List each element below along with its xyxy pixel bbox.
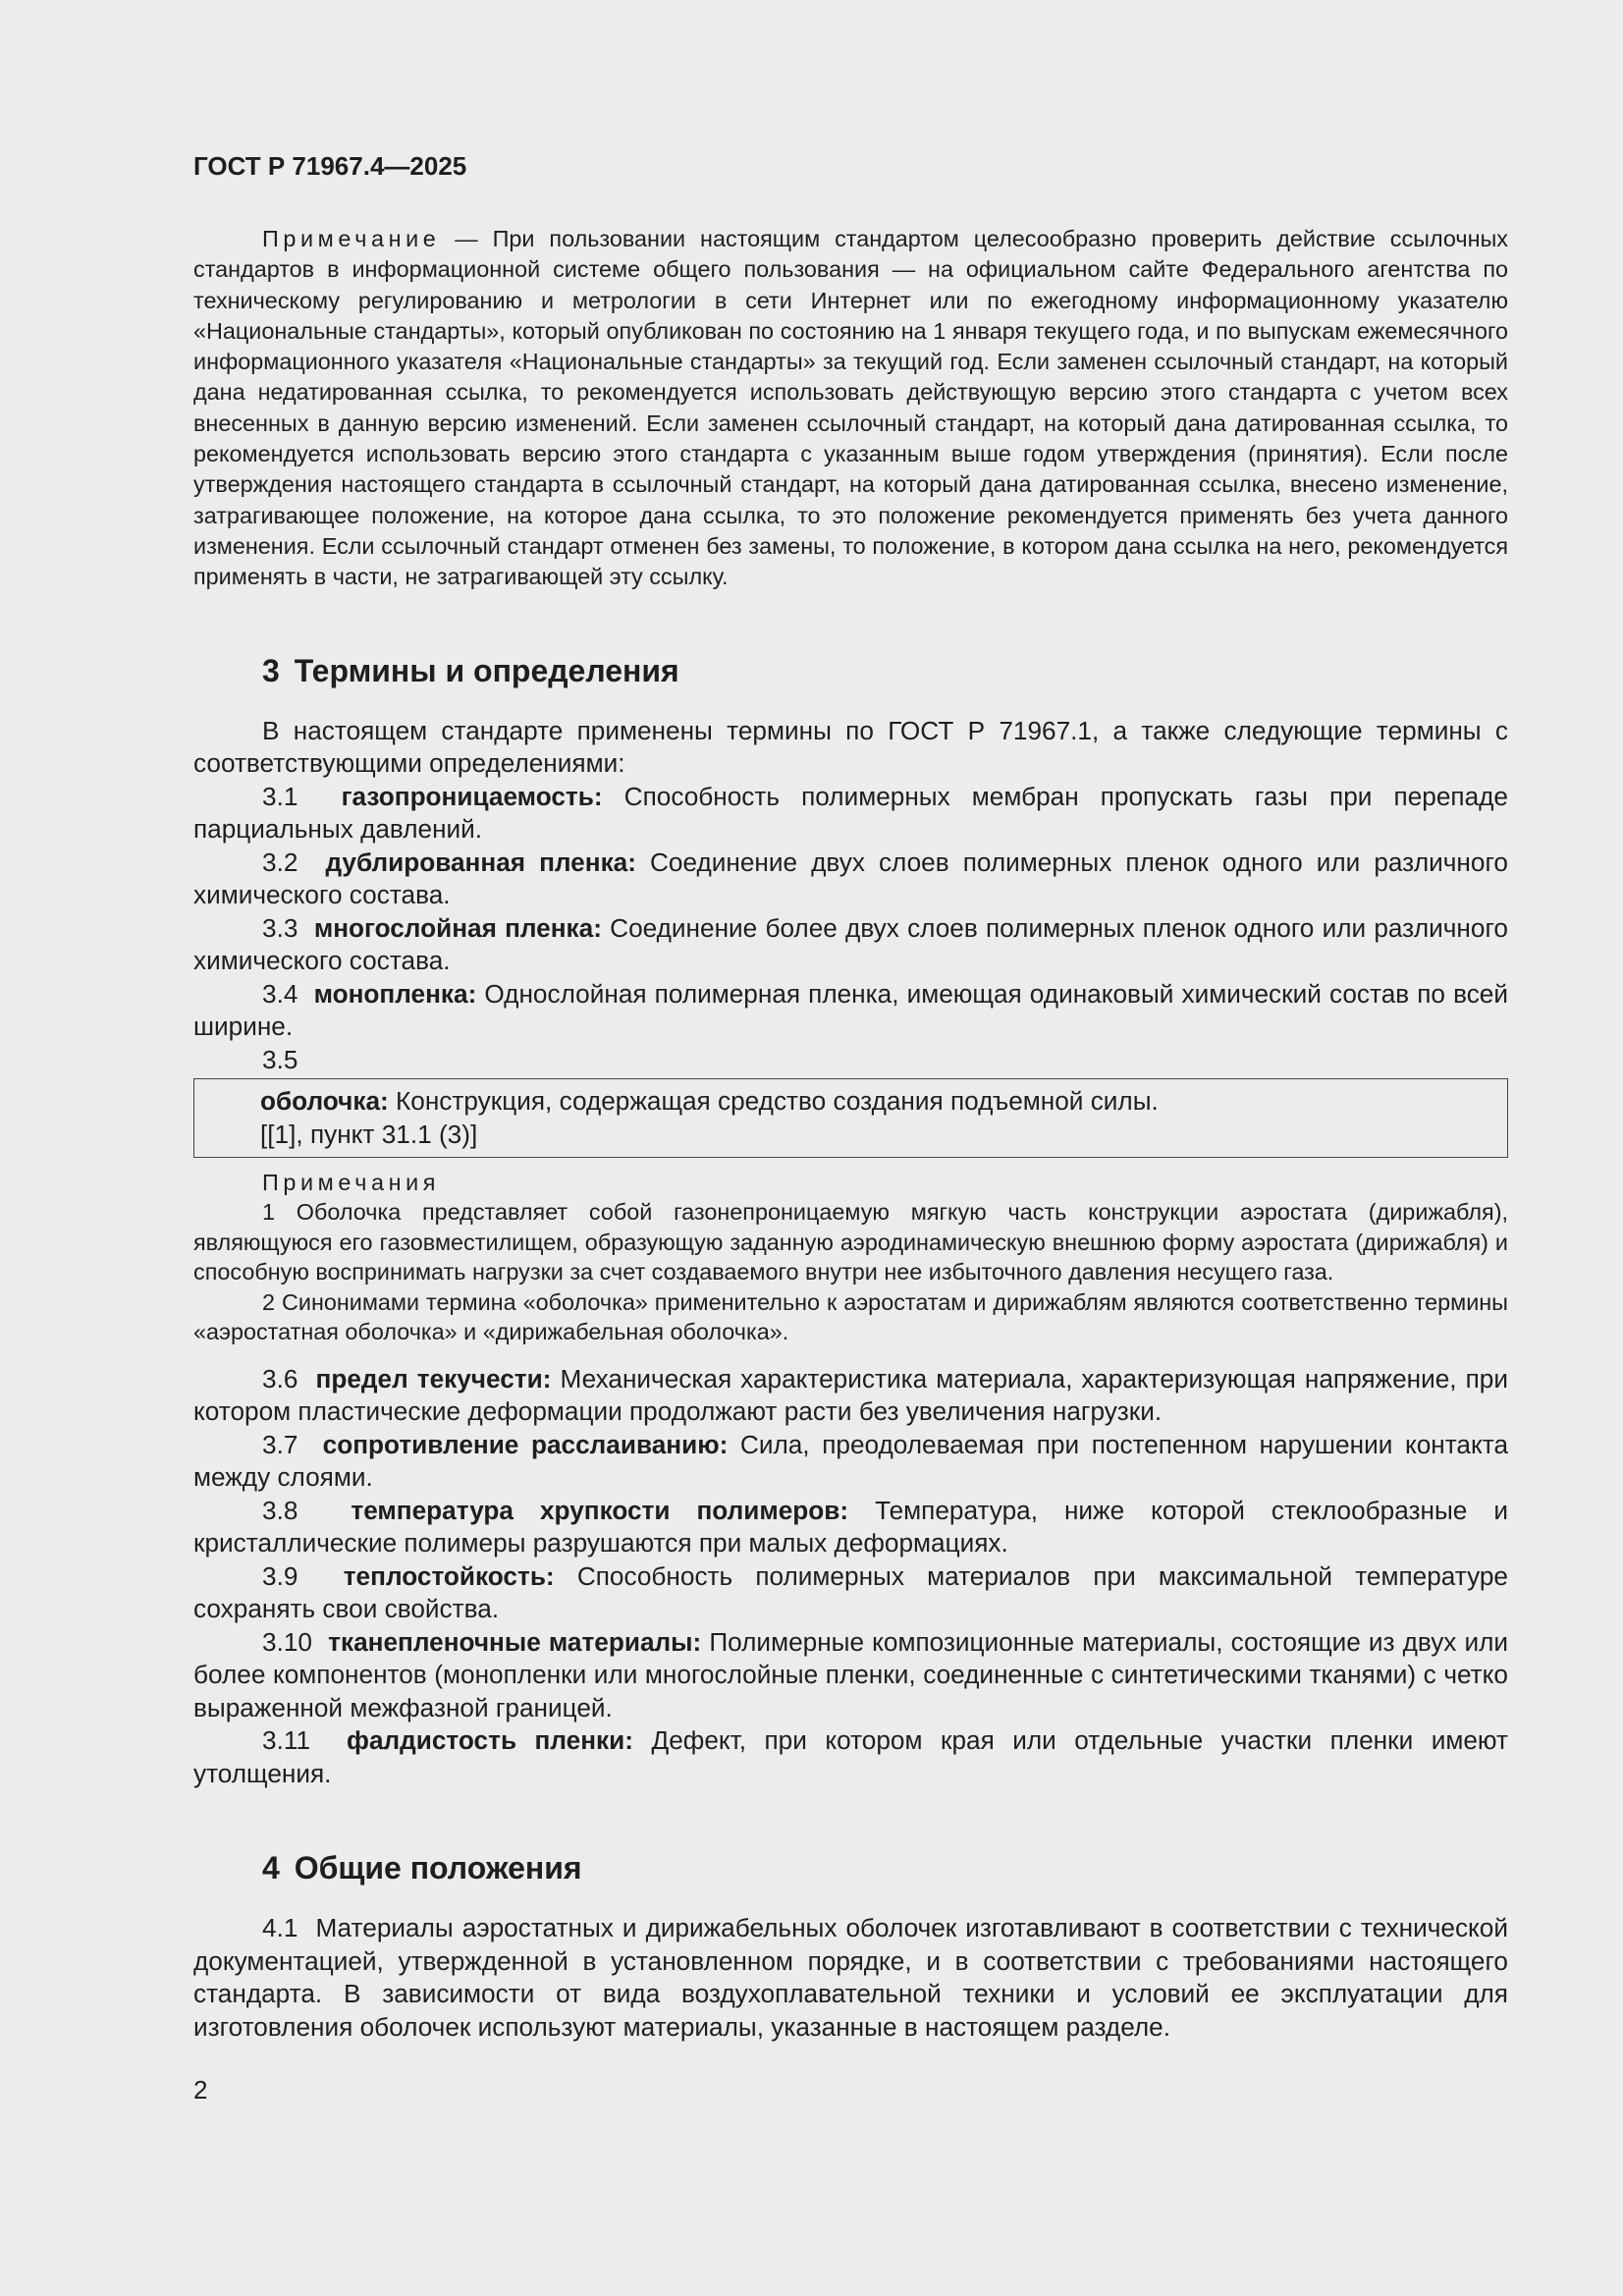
term-definition: Однослойная полимерная пленка, имеющая одинаковый химический состав по всей ширине. bbox=[193, 978, 1508, 1042]
term-definition: Соединение более двух слоев полимерных пленок одного или различного химического состава. bbox=[193, 912, 1508, 976]
term-name: газопроницаемость: bbox=[341, 781, 603, 811]
term-name: многослойная пленка: bbox=[313, 912, 602, 943]
term-3-2 bbox=[193, 847, 1508, 912]
term-name: теплостойкость: bbox=[343, 1560, 555, 1591]
term-number: 3.1 bbox=[262, 781, 298, 811]
section-4-title: Общие положения bbox=[294, 1850, 582, 1886]
section-3-number: 3 bbox=[262, 652, 280, 688]
section-3-heading bbox=[262, 650, 1508, 691]
section-3-title: Термины и определения bbox=[294, 652, 679, 688]
term-name: монопленка: bbox=[313, 978, 477, 1009]
term-3-5 bbox=[260, 1085, 1507, 1119]
term-name: дублированная пленка: bbox=[325, 847, 636, 877]
term-3-5-number: 3.5 bbox=[262, 1044, 298, 1074]
term-definition: Дефект, при котором края или отдельные участки пленки имеют утолщения. bbox=[193, 1725, 1508, 1788]
term-3-3 bbox=[193, 912, 1508, 978]
term-3-9 bbox=[193, 1560, 1508, 1626]
term-number: 3.8 bbox=[262, 1495, 298, 1525]
term-name: сопротивление расслаиванию: bbox=[322, 1429, 729, 1459]
term-number: 3.10 bbox=[262, 1626, 312, 1657]
section-4-heading bbox=[262, 1847, 1508, 1888]
term-name: предел текучести: bbox=[315, 1363, 552, 1394]
term-definition: Сила, преодолеваемая при постепенном нарушении контакта между слоями. bbox=[193, 1429, 1509, 1493]
intro-note-label: Примечание bbox=[262, 226, 441, 251]
term-definition: Способность полимерных материалов при максимальной температуре сохранять свои свойства. bbox=[193, 1560, 1508, 1624]
term-number: 3.4 bbox=[262, 978, 298, 1009]
term-definition: Температура, ниже которой стеклообразные и кристаллические полимеры разрушаются при малых деформациях. bbox=[193, 1495, 1508, 1558]
term-name: температура хрупкости полимеров: bbox=[351, 1495, 849, 1525]
term-number: 3.6 bbox=[262, 1363, 298, 1394]
term-name: тканепленочные материалы: bbox=[328, 1626, 702, 1657]
term-3-10 bbox=[193, 1626, 1508, 1725]
term-3-4 bbox=[193, 978, 1508, 1044]
paragraph-text: Материалы аэростатных и дирижабельных оболочек изготавливают в соответствии с технической документацией, утвержденной в установленном порядке, и в соответствии с требованиями настоящего стандарта. В зависимости от вида воздухоплавательной техники и условий ее эксплуатации для изготовления оболочек используют материалы, указанные в настоящем разделе. bbox=[193, 1913, 1508, 2042]
term-definition: Полимерные композиционные материалы, состоящие из двух или более компонентов (монопленки или многослойные пленки, соединенные с синтетическими тканями) с четко выраженной межфазной границей. bbox=[193, 1626, 1509, 1722]
term-number: 3.7 bbox=[262, 1429, 298, 1459]
term-number: 3.3 bbox=[262, 912, 298, 943]
document-header: ГОСТ Р 71967.4—2025 bbox=[193, 151, 467, 181]
intro-note-text: — При пользовании настоящим стандартом целесообразно проверить действие ссылочных стандартов в информационной системе общего пользования — на официальном сайте Федерального агентства по техническому регулированию и метрологии в сети Интернет или по ежегодному информационному указателю «Национальные стандарты», который опубликован по состоянию на 1 января текущего года, и по выпускам ежемесячного информационного указателя «Национальные стандарты» за текущий год. Если заменен ссылочный стандарт, на который дана недатированная ссылка, то рекомендуется использовать действующую версию этого стандарта с учетом всех внесенных в данную версию изменений. Если заменен ссылочный стандарт, на который дана датированная ссылка, то рекомендуется использовать версию этого стандарта с указанным выше годом утверждения (принятия). Если после утверждения настоящего стандарта в ссылочный стандарт, на который дана датированная ссылка, внесено изменение, затрагивающее положение, на которое дана ссылка, то это положение рекомендуется применять без учета данного изменения. Если ссылочный стандарт отменен без замены, то положение, в котором дана ссылка на него, рекомендуется применять в части, не затрагивающей эту ссылку. bbox=[193, 226, 1508, 590]
term-3-7 bbox=[193, 1429, 1508, 1495]
term-3-8 bbox=[193, 1495, 1508, 1560]
paragraph-4-1 bbox=[193, 1912, 1508, 2044]
term-number: 3.11 bbox=[262, 1725, 311, 1756]
term-3-11 bbox=[193, 1724, 1508, 1790]
page-number: 2 bbox=[193, 2075, 208, 2105]
term-3-1 bbox=[193, 781, 1508, 847]
term-3-5-box bbox=[193, 1078, 1508, 1158]
term-3-5-source: [[1], пункт 31.1 (3)] bbox=[260, 1119, 478, 1149]
term-definition: Механическая характеристика материала, характеризующая напряжение, при котором пластические деформации продолжают расти без увеличения нагрузки. bbox=[193, 1363, 1508, 1427]
term-definition: Соединение двух слоев полимерных пленок одного или различного химического состава. bbox=[193, 847, 1508, 910]
term-definition: Способность полимерных мембран пропускать газы при перепаде парциальных давлений. bbox=[193, 781, 1508, 845]
term-number: 3.2 bbox=[262, 847, 298, 877]
notes-label: Примечания bbox=[262, 1170, 441, 1196]
section-4-number: 4 bbox=[262, 1850, 280, 1886]
term-name: фалдистость пленки: bbox=[347, 1725, 633, 1756]
term-3-5-notes bbox=[193, 1168, 1508, 1347]
intro-note bbox=[193, 224, 1508, 593]
term-number: 3.9 bbox=[262, 1560, 298, 1591]
section-3-intro: В настоящем стандарте применены термины по ГОСТ Р 71967.1, а также следующие термины с соответствующими определениями: bbox=[193, 715, 1508, 779]
term-definition: Конструкция, содержащая средство создания подъемной силы. bbox=[396, 1086, 1159, 1117]
note-1: 1 Оболочка представляет собой газонепроницаемую мягкую часть конструкции аэростата (дирижабля), являющуюся его газовместилищем, образующую заданную аэродинамическую внешнюю форму аэростата (дирижабля) и способную воспринимать нагрузки за счет создаваемого внутри нее избыточного давления несущего газа. bbox=[193, 1199, 1508, 1285]
term-name: оболочка: bbox=[260, 1086, 389, 1117]
term-3-6 bbox=[193, 1363, 1508, 1429]
note-2: 2 Синонимами термина «оболочка» применительно к аэростатам и дирижаблям являются соответственно термины «аэростатная оболочка» и «дирижабельная оболочка». bbox=[193, 1288, 1508, 1345]
paragraph-number: 4.1 bbox=[262, 1913, 298, 1943]
page-content bbox=[193, 147, 1508, 2044]
